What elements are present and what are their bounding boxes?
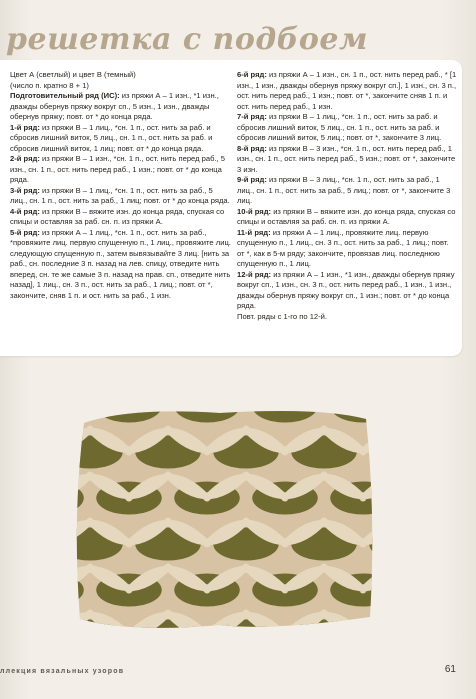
row-label: 10-й ряд: [237, 206, 272, 216]
row-text: из пряжи В – 3 изн., *сн. 1 п., ост. нить перед раб., 1 изн., сн. 1 п., ост. нить перед раб., 5 изн.; повт. от *, закончите 3 изн. [237, 143, 456, 174]
intro-multiple: (число п. кратно 8 + 1) [10, 80, 89, 90]
row-label: 6-й ряд: [237, 70, 267, 79]
instructions-left-column [10, 70, 232, 301]
row-text: из пряжи А – 1 изн., сн. 1 п., ост. нить перед раб., * [1 изн., 1 изн., дважды обернув пряжу вокруг сп.], 1 изн., сн. 3 п., ост. нить перед раб., 1 изн.; повт. от *, закончите сняв 1 п. и ост. нить перед раб., 1 изн. [237, 70, 457, 111]
row-text: из пряжи В – 1 лиц., *сн. 1 п., ост. нить за раб. и сбросив лишний виток, 5 лиц., сн. 1 п., ост. нить за раб. и сбросив лишний виток, 5 лиц.; повт. от *, закончите 3 лиц. [237, 112, 442, 142]
row-text: из пряжи В – вяжите изн. до конца ряда, спуская со спицы и оставляя за раб. сн. п. из пряжи А. [237, 206, 456, 226]
row-text: из пряжи В – 3 лиц., *сн. 1 п., ост. нить за раб., 1 лиц., сн. 1 п., ост. нить за раб., 5 лиц.; повт. от *, закончите 3 лиц. [237, 175, 451, 205]
row-text: из пряжи А – 1 лиц., *сн. 1 п., ост. нить за раб., *провяжите лиц. первую спущенную п., 1 лиц., провяжите лиц. следующую спущенную п., затем вывязывайте 3 лиц. [нить за раб., сн. последние 3 п. назад на лев. спицу, отведите нить вперед, сн. те же самые 3 п. назад на прав. сп., отведите нить назад], 1 лиц., сн. 3 п., ост. нить за раб., 1 лиц.; повт. от *, закончите, сняв 1 п. и ост. нить за раб., 1 изн. [10, 227, 231, 300]
pattern-row [237, 207, 457, 228]
knitted-swatch-photo [70, 405, 380, 635]
row-label: 1-й ряд: [10, 122, 40, 132]
row-label: 2-й ряд: [10, 154, 40, 163]
dark-diamond-motif [369, 619, 380, 635]
row-text: из пряжи В – 1 лиц., *сн. 1 п., ост. нить за раб. и сбросив лишний виток, 5 лиц., сн. 1 п., ост. нить за раб. и сбросив лишний виток, 1 лиц; повт. от * до конца ряда. [10, 122, 213, 153]
row-text: из пряжи А – 1 изн., *1 изн., дважды обернув пряжу вокруг сп., 5 изн., 1 изн., дважды обернув пряжу; повт. от * до конца ряда. [10, 91, 219, 121]
pattern-row [237, 270, 457, 312]
light-lattice-strand [70, 405, 380, 406]
pattern-row [10, 207, 232, 228]
pattern-row [237, 175, 457, 207]
dark-diamond-motif [369, 435, 380, 468]
pattern-row [237, 70, 457, 112]
pattern-row [10, 123, 232, 155]
pattern-row [10, 154, 232, 186]
pattern-row [237, 144, 457, 176]
intro-colors: Цвет А (светлый) и цвет В (темный) [10, 70, 136, 79]
row-label: 5-й ряд: [10, 227, 40, 237]
row-text: из пряжи В – вяжите изн. до конца ряда, спуская со спицы и оставляя за раб. сн. п. из пряжи А. [10, 206, 225, 226]
row-text: из пряжи А – 1 изн., *1 изн., дважды обернув пряжу вокруг сп., 1 изн., сн. 3 п., ост. нить перед раб., 1 изн., 1 изн., дважды обернув пряжу вокруг сп., 1 изн.; повт. от * до конца ряда. [237, 269, 455, 310]
row-label: 7-й ряд: [237, 112, 267, 121]
row-text: Повт. ряды с 1-го по 12-й. [237, 311, 328, 321]
row-label: 9-й ряд: [237, 175, 267, 184]
pattern-row [10, 91, 232, 123]
row-label: 12-й ряд: [237, 269, 272, 279]
pattern-row [10, 228, 232, 302]
pattern-row [10, 186, 232, 207]
row-label: Подготовительный ряд (ИС): [10, 91, 120, 100]
row-label: 8-й ряд: [237, 143, 267, 153]
row-label: 11-й ряд: [237, 227, 271, 237]
row-text: из пряжи А – 1 лиц., провяжите лиц. первую спущенную п., 1 лиц., сн. 3 п., ост. нить за раб., 1 лиц.; повт. от *, как в 5-м ряду; закончите, провязав лиц. последнюю спущенную п., 1 лиц. [237, 227, 449, 268]
page-number: 61 [444, 664, 456, 675]
instructions-right-column [237, 70, 457, 322]
pattern-row [237, 312, 457, 323]
page-title: решетка с подбоем [6, 22, 368, 57]
series-name: ллекция вязальных узоров [0, 668, 125, 675]
pattern-row [237, 112, 457, 144]
pattern-row [237, 228, 457, 270]
row-text: из пряжи В – 1 лиц., *сн. 1 п., ост. нить за раб., 5 лиц., сн. 1 п., ост. нить за раб., 1 лиц; повт. от * до конца ряда. [10, 185, 230, 205]
row-label: 4-й ряд: [10, 206, 40, 216]
row-text: из пряжи В – 1 изн., *сн. 1 п., ост. нить перед раб., 5 изн., сн. 1 п., ост. нить перед раб., 1 изн.; повт. от * до конца ряда. [10, 154, 225, 184]
row-label: 3-й ряд: [10, 185, 40, 195]
dark-diamond-motif [70, 405, 84, 423]
